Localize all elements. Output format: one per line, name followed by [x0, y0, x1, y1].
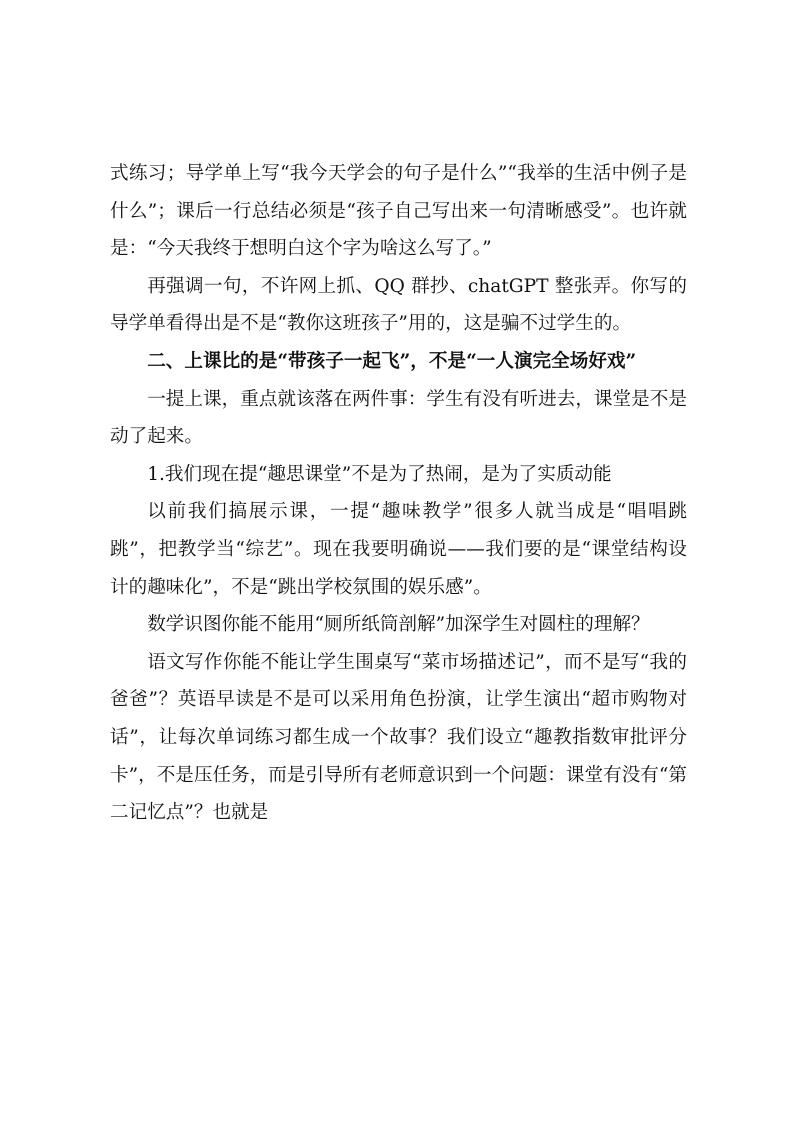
- paragraph: 再强调一句，不许网上抓、QQ 群抄、chatGPT 整张弄。你写的导学单看得出是不是“教你这班孩子”用的，这是骗不过学生的。: [110, 275, 687, 335]
- paragraph: 数学识图你能不能用“厕所纸筒剖解”加深学生对圆柱的理解？: [147, 614, 650, 636]
- paragraph-continued: 式练习；导学单上写“我今天学会的句子是什么”“我举的生活中例子是什么”；课后一行总结必须是“孩子自己写出来一句清晰感受”。也许就是：“今天我终于想明白这个字为啥这么写了。”: [110, 163, 687, 260]
- paragraph: 以前我们搞展示课，一提“趣味教学”很多人就当成是“唱唱跳跳”，把教学当“综艺”。现在我要明确说——我们要的是“课堂结构设计的趣味化”，不是“跳出学校氛围的娱乐感”。: [110, 501, 687, 598]
- section-heading: 二、上课比的是“带孩子一起飞”，不是“一人演完全场好戏”: [147, 350, 637, 372]
- document-body: [110, 155, 687, 832]
- paragraph: 一提上课，重点就该落在两件事：学生有没有听进去，课堂是不是动了起来。: [110, 388, 687, 448]
- subheading: 1.我们现在提“趣思课堂”不是为了热闹，是为了实质动能: [147, 463, 612, 485]
- paragraph: 语文写作你能不能让学生围桌写“菜市场描述记”，而不是写“我的爸爸”？英语早读是不是可以采用角色扮演，让学生演出“超市购物对话”，让每次单词练习都生成一个故事？我们设立“趣教指数审批评分卡”，不是压任务，而是引导所有老师意识到一个问题：课堂有没有“第二记忆点”？也就是: [110, 651, 687, 824]
